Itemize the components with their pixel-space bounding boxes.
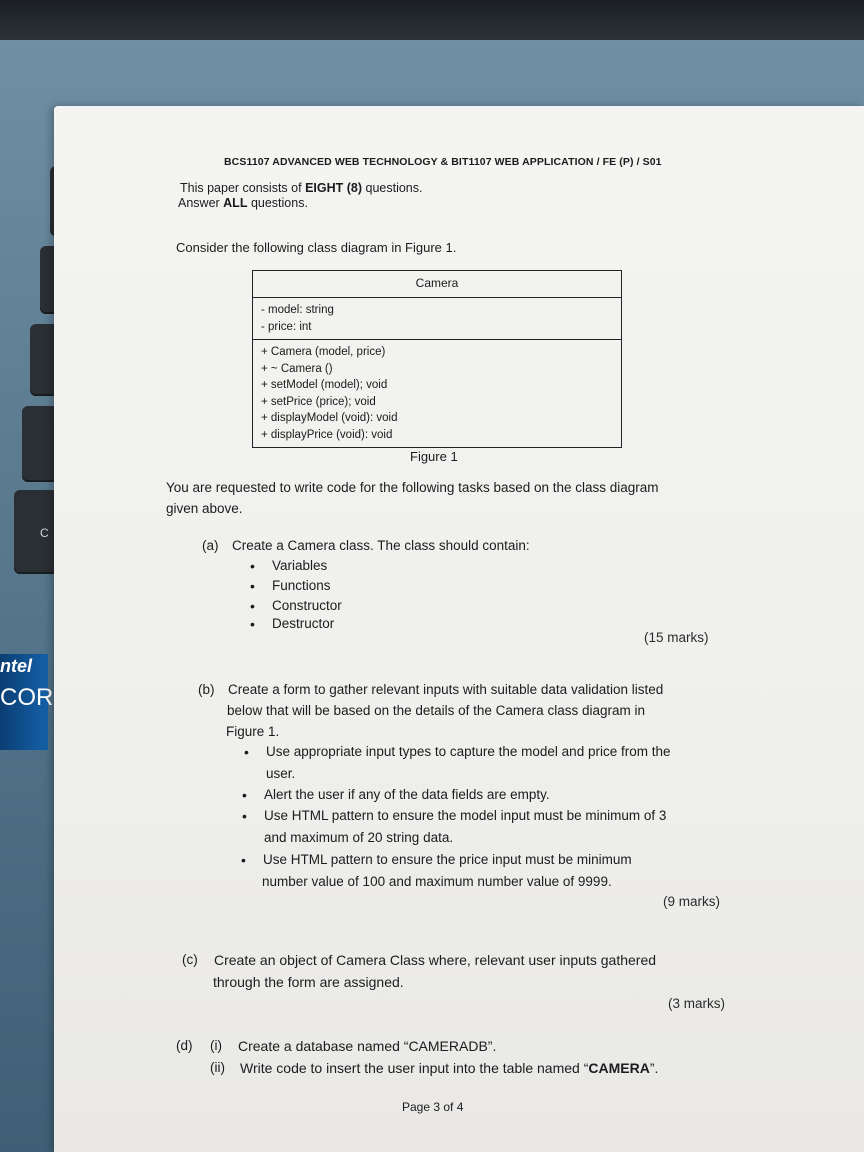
method: + displayPrice (void): void <box>261 428 393 441</box>
class-name: Camera <box>415 276 459 290</box>
key-label: C <box>40 526 49 540</box>
question-b-marks: (9 marks) <box>663 894 720 909</box>
bullet-continuation: user. <box>266 766 296 781</box>
paper-info-questions <box>180 181 422 195</box>
bullet-item: • Constructor <box>272 598 342 613</box>
attribute: - price: int <box>261 320 312 333</box>
class-attributes <box>253 297 621 339</box>
figure-caption: Figure 1 <box>410 449 458 464</box>
question-text: Create an object of Camera Class where, relevant user inputs gathered <box>214 952 657 968</box>
info-text: Answer <box>178 196 224 210</box>
class-diagram <box>252 270 622 448</box>
method: + Camera (model, price) <box>261 346 386 358</box>
task-intro-line: You are requested to write code for the following tasks based on the class diagram <box>166 480 659 495</box>
sub-question-label: (i) <box>210 1038 222 1053</box>
bullet-item: • Use HTML pattern to ensure the price input must be minimum <box>263 852 632 867</box>
intel-logo-text: ntel <box>0 656 33 676</box>
bullet-continuation: number value of 100 and maximum number value of 9999. <box>262 874 612 889</box>
info-count: EIGHT (8) <box>305 181 363 195</box>
info-text: This paper consists of <box>180 181 306 195</box>
sub-question-label: (ii) <box>210 1060 225 1075</box>
laptop-screen-bezel <box>0 0 864 40</box>
text-part: ”. <box>649 1060 659 1076</box>
table-name: CAMERA <box>588 1060 650 1076</box>
question-label: (c) <box>182 952 198 967</box>
consider-statement: Consider the following class diagram in Figure 1. <box>176 240 457 255</box>
intel-core-text: COR <box>0 684 54 711</box>
text-part: Write code to insert the user input into the table named “ <box>240 1060 589 1076</box>
method: + displayModel (void): void <box>261 412 398 424</box>
info-all: ALL <box>223 196 248 210</box>
question-label: (b) <box>198 682 215 697</box>
page-number: Page 3 of 4 <box>402 1100 464 1114</box>
question-text: below that will be based on the details of the Camera class diagram in <box>227 703 645 718</box>
paper-header: BCS1107 ADVANCED WEB TECHNOLOGY & BIT1107 WEB APPLICATION / FE (P) / S01 <box>224 156 662 168</box>
question-text: Create a form to gather relevant inputs with suitable data validation listed <box>228 682 664 697</box>
question-label: (a) <box>202 538 219 553</box>
info-text: questions. <box>247 196 308 210</box>
method: + ~ Camera () <box>261 362 333 375</box>
class-methods <box>253 339 621 447</box>
bullet-item: • Functions <box>272 578 331 593</box>
paper-info-answer <box>178 196 308 210</box>
sub-question-text: Create a database named “CAMERADB”. <box>238 1038 497 1054</box>
question-a-marks: (15 marks) <box>644 630 709 645</box>
bullet-item: • Variables <box>272 558 327 573</box>
question-c-marks: (3 marks) <box>668 996 725 1011</box>
bullet-item: • Alert the user if any of the data fields are empty. <box>264 787 550 802</box>
method: + setPrice (price); void <box>261 395 376 408</box>
question-text: Create a Camera class. The class should contain: <box>232 538 530 553</box>
question-label: (d) <box>176 1038 193 1053</box>
bullet-item: • Destructor <box>272 616 334 631</box>
question-text: through the form are assigned. <box>213 974 404 990</box>
info-text: questions. <box>362 181 423 195</box>
bullet-item: • Use HTML pattern to ensure the model input must be minimum of 3 <box>264 808 666 823</box>
task-intro-line: given above. <box>166 501 243 516</box>
method: + setModel (model); void <box>261 379 388 391</box>
attribute: - model: string <box>261 304 334 316</box>
exam-paper-page <box>54 106 864 1152</box>
bullet-item: • Use appropriate input types to capture the model and price from the <box>266 744 670 759</box>
sub-question-text <box>240 1060 658 1076</box>
bullet-continuation: and maximum of 20 string data. <box>264 830 454 845</box>
question-text: Figure 1. <box>226 724 280 739</box>
